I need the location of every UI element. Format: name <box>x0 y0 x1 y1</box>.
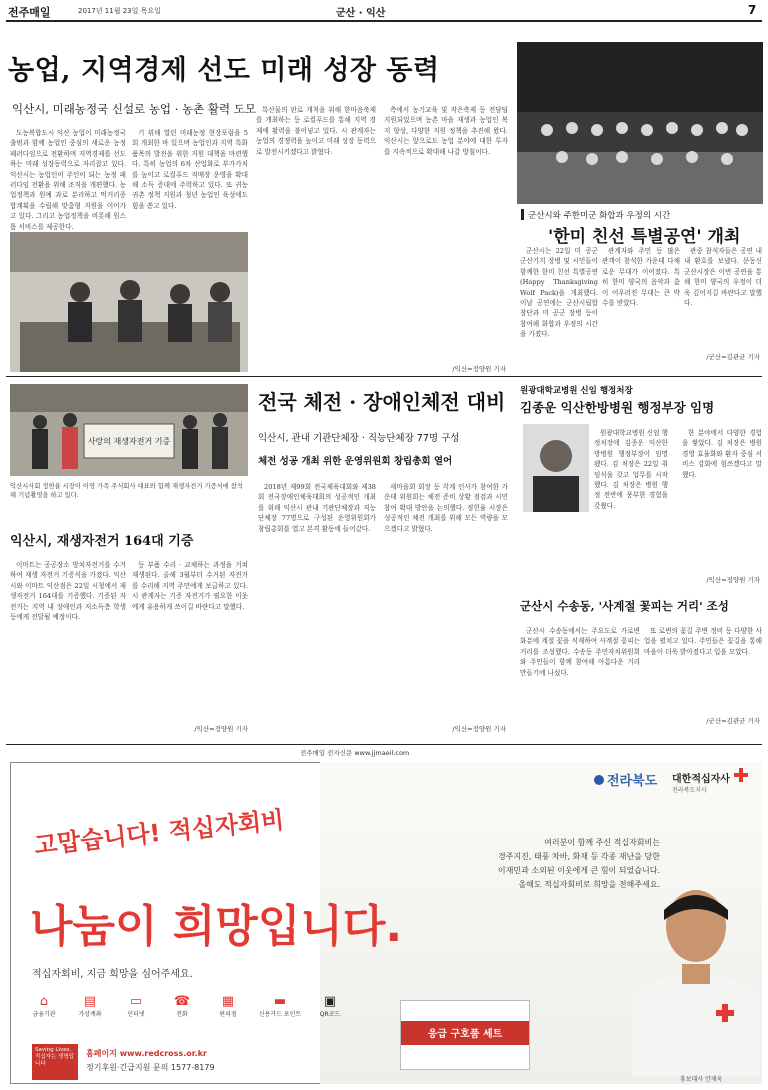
redcross-logo <box>672 770 730 794</box>
concert-photo <box>517 42 763 204</box>
ad-message-line: 이재민과 소외된 이웃에게 큰 힘이 되었습니다. <box>497 866 660 875</box>
ad-message-line: 여러분이 함께 주신 적십자회비는 <box>544 838 660 847</box>
payment-icon-store <box>208 994 248 1018</box>
sports-credit: /익산=정양원 기자 <box>452 725 506 733</box>
sports-column-1: 2018년 제99회 전국체육대회와 제38회 전국장애인체육대회의 성공적인 개최를 위해 익산시 관내 기관단체장과 직능단체장 77명으로 구성된 운영위원회가 창립총회를 열고 본격 활동에 들어갔다. <box>258 483 376 533</box>
appointment-portrait <box>523 424 589 512</box>
donation-column-2: 등 부품 수리 · 교체하는 과정을 거쳐 재생된다. 올해 3월부터 수거된 자전거를 수리해 지역 주민에게 보급하고 있다. 시 관계자는 기증 자전거가 필요한 이웃에게 유용하게 쓰이길 바란다고 말했다. <box>132 561 248 611</box>
computer-icon: ▭ <box>129 994 143 1009</box>
street-headline: 군산시 수송동, '사계절 꽃피는 거리' 조성 <box>520 599 729 613</box>
payment-label: 전화 <box>176 1011 188 1018</box>
ambassador-label: 홍보대사 안재욱 <box>680 1076 723 1083</box>
red-cross-icon <box>734 768 748 782</box>
ambassador-figure <box>612 880 762 1076</box>
appointment-kicker: 원광대학교병원 신임 행정처장 <box>520 386 633 396</box>
header-rule <box>6 20 762 22</box>
office-meeting-photo <box>10 232 248 372</box>
page-number: 7 <box>748 3 757 17</box>
concert-column-1: 군산시는 22일 미 공군 군산기지 장병 및 시민들이 함께한 한미 친선 특별공연(Happy Thanksgiving Wolf Pack)을 개최했다. 이날 공연에는 군산시립합창단과 미 공군 장병 등이 참여해 화합과 우정의 시간을 가졌다. <box>520 247 598 339</box>
concert-column-2: 관계자와 주민 등 많은 관객이 참석한 가운데 다채로운 무대가 이어졌다. 특히 한미 양국의 음악과 춤이 어우러진 무대는 큰 박수를 받았다. <box>602 247 680 308</box>
mid-rule <box>6 376 762 377</box>
sports-subhead-2: 체전 성공 개최 위한 운영위원회 창립총회 열어 <box>258 456 453 467</box>
ad-bottom-line <box>32 965 193 980</box>
payment-label: 신용카드 포인트 <box>258 1011 302 1018</box>
payment-icon-card <box>254 994 306 1018</box>
lead-column-2: 기 위해 열린 미래농정 현장포럼을 5회 개최한 바 있으며 농업인과 지역 특화 품목의 발전을 위한 지원 대책을 마련했다. 특히 농업의 6차 산업화로 부가가치를 높이고 로컬푸드 직매장 운영을 확대해 소득 증대에 주력하고 있다. 또 귀농귀촌 정책 지원과 청년 농업인 육성에도 힘을 쏟고 있다. <box>132 129 248 210</box>
ad-message-line: 올해도 적십자회비로 희망을 전해주세요. <box>518 880 660 889</box>
payment-icon-virtual <box>70 994 110 1018</box>
ad-homepage: 홈페이지 www.redcross.or.kr <box>86 1049 207 1058</box>
bicycle-donation-photo <box>10 384 248 476</box>
jeonbuk-logo <box>594 770 657 789</box>
ad-phone: 정기후원·긴급지원 문의 1577-8179 <box>86 1063 215 1072</box>
payment-label: 금융기관 <box>32 1011 56 1018</box>
lead-column-1: 도농복합도시 익산 농업이 미래농정국 출범과 함께 농업인 중심의 새로운 농정 패러다임으로 전환하며 지역경제를 선도하는 미래 성장동력으로 자리잡고 있다. 익산시는 농업인이 주인이 되는 농정 패러다임 전환을 위해 조직을 개편했다. 농업정책과 원예 과로 분리하고 먹거리종합계획을 수립해 맞춤형 지원을 이어가고 있다. 그리고 농업정책을 비롯해 원스톱 서비스를 제공한다. <box>10 129 126 231</box>
relief-box-label: 응급 구호품 세트 <box>427 1029 503 1040</box>
donation-photo <box>10 384 248 476</box>
redcross-logo-name: 대한적십자사 <box>672 774 730 785</box>
lead-headline: 농업, 지역경제 선도 미래 성장 동력 <box>8 55 440 86</box>
card-icon: ▬ <box>273 994 287 1009</box>
donation-photo-caption: 익산시사회 정헌율 시장이 이영 가족 주식회사 대표와 함께 재생자전거 기증식에 참석해 기념촬영을 하고 있다. <box>10 483 243 499</box>
payment-label: 편의점 <box>219 1011 237 1018</box>
issue-date: 2017년 11월 23일 목요일 <box>78 7 161 15</box>
street-column-1: 군산시 수송동에서는 주요도로 가로변 화분에 계절 꽃을 식재하여 사계절 꽃피는 거리를 조성했다. 수송동 주민자치위원회와 주민들이 함께 참여해 아름다운 거리 만들기에 나섰다. <box>520 627 640 677</box>
appointment-column-2: 한 분야에서 다양한 경험을 쌓았다. 김 처장은 병원 경영 효율화와 환자 중심 서비스 강화에 힘쓰겠다고 말했다. <box>682 429 762 479</box>
payment-icon-phone <box>162 994 202 1018</box>
payment-icons <box>20 994 350 1030</box>
lead-subhead: 익산시, 미래농정국 신설로 농업 · 농촌 활력 도모 <box>12 102 256 116</box>
payment-icon-qr <box>310 994 350 1018</box>
bank-icon: ⌂ <box>39 994 49 1009</box>
ad-bottom-text: 적십자회비, 지금 희망을 심어주세요. <box>32 969 193 980</box>
appointment-headline: 김종운 익산한방병원 행정부장 임명 <box>520 400 715 415</box>
section-title: 군산 · 익산 <box>336 8 386 19</box>
footer-site: 전주매일 전자신문 www.jjmaeil.com <box>300 749 410 757</box>
portrait-photo <box>523 424 589 512</box>
ad-slogan: 나눔이 희망입니다. <box>30 901 403 952</box>
sports-headline: 전국 체전 · 장애인체전 대비 <box>258 390 506 414</box>
payment-icon-bank <box>24 994 64 1018</box>
redcross-logo-sub: 전라북도지사 <box>672 787 707 794</box>
concert-credit: /군산=김관균 기자 <box>706 353 760 361</box>
payment-label: 인터넷 <box>127 1011 145 1018</box>
qr-icon: ▣ <box>323 994 337 1009</box>
store-icon: ▦ <box>221 994 235 1009</box>
jeonbuk-logo-text: 전라북도 <box>607 774 658 789</box>
savinglives-logo <box>32 1044 78 1080</box>
lead-column-4: 측에서 농기교육 및 작은축제 등 전담팀 지원되었으며 농촌 마을 재생과 농업인 복지 향상, 다양한 지원 정책을 추진해 왔다. 익산시는 앞으로도 농업 분야에 대한 투자를 지속적으로 확대해 나갈 방침이다. <box>384 106 508 156</box>
virtual-account-icon: ▤ <box>83 994 97 1009</box>
donation-credit: /익산=정양원 기자 <box>194 725 248 733</box>
ad-thanks: 고맙습니다! 적십자회비 <box>32 805 286 860</box>
donation-column-1: 이마트는 공공장소 방치자전거를 수거하여 재생 자전거 기증식을 가졌다. 익산시와 이마트 익산점은 22일 시청에서 재생자전거 164대를 기증했다. 기증된 자전거는 지역 내 장애인과 저소득층 학생 등에게 전달될 예정이다. <box>10 561 126 622</box>
ad-message-line: 경주지진, 태풍 차바, 화재 등 각종 재난을 당한 <box>498 852 660 861</box>
lead-credit: /익산=정양원 기자 <box>452 365 506 373</box>
donation-headline: 익산시, 재생자전거 164대 기증 <box>10 534 194 549</box>
appointment-column-1: 원광대학교병원 신임 행정처장에 김종운 익산한방병원 행정부장이 임명됐다. 김 처장은 22일 취임식을 갖고 업무를 시작했다. 김 처장은 병원 행정 전반에 풍부한 경험을 갖췄다. <box>594 429 668 510</box>
concert-headline: '한미 친선 특별공연' 개최 <box>548 227 741 247</box>
footer-rule <box>6 744 762 745</box>
lead-photo <box>10 232 248 372</box>
concert-caption: 군산시와 주한미군 화합과 우정의 시간 <box>528 211 671 221</box>
street-column-2: 또 로변의 꽃길 주변 정비 등 다양한 사업을 펼치고 있다. 주민들은 꽃길을 통해 마을이 더욱 밝아졌다고 입을 모았다. <box>644 627 762 656</box>
payment-label: QR코드 <box>319 1011 341 1018</box>
phone-icon: ☎ <box>173 994 191 1009</box>
concert-column-3: 관중 참석자들은 공연 내내 환호를 보냈다. 문동신 군산시장은 이번 공연을 통해 한미 양국의 우정이 더욱 깊어지길 바란다고 말했다. <box>684 247 762 308</box>
payment-icon-internet <box>116 994 156 1018</box>
street-credit: /군산=김관균 기자 <box>706 717 760 725</box>
savinglives-logo-text: Saving Lives, 적십자는 생명입니다 <box>35 1047 74 1067</box>
masthead-brand: 전주매일 <box>8 6 51 19</box>
sports-subhead-1: 익산시, 관내 기관단체장 · 직능단체장 77명 구성 <box>258 433 460 444</box>
lead-column-3: 특산물의 판로 개척을 위해 한마음축제를 개최하는 등 로컬푸드를 통해 지역 경제에 활력을 불어넣고 있다. 시 관계자는 농업의 경쟁력을 높이고 미래 성장 동력으로 발전시키겠다고 밝혔다. <box>256 106 376 156</box>
jeonbuk-logo-mark <box>594 775 604 785</box>
ambassador-photo <box>612 880 762 1076</box>
donation-board-text: 사랑의 재생자전거 기증 <box>87 437 171 446</box>
concert-group-photo <box>517 42 763 204</box>
appointment-credit: /익산=정양원 기자 <box>706 576 760 584</box>
payment-label: 가상계좌 <box>78 1011 102 1018</box>
sports-column-2: 새마을회 회장 등 각계 인사가 참여한 가운데 위원회는 체전 준비 상황 점검과 시민 참여 확대 방안을 논의했다. 정헌율 시장은 성공적인 체전 개최를 위해 모든 역량을 모으겠다고 밝혔다. <box>384 483 508 533</box>
relief-box <box>400 1000 530 1070</box>
concert-caption-bar <box>521 209 524 220</box>
